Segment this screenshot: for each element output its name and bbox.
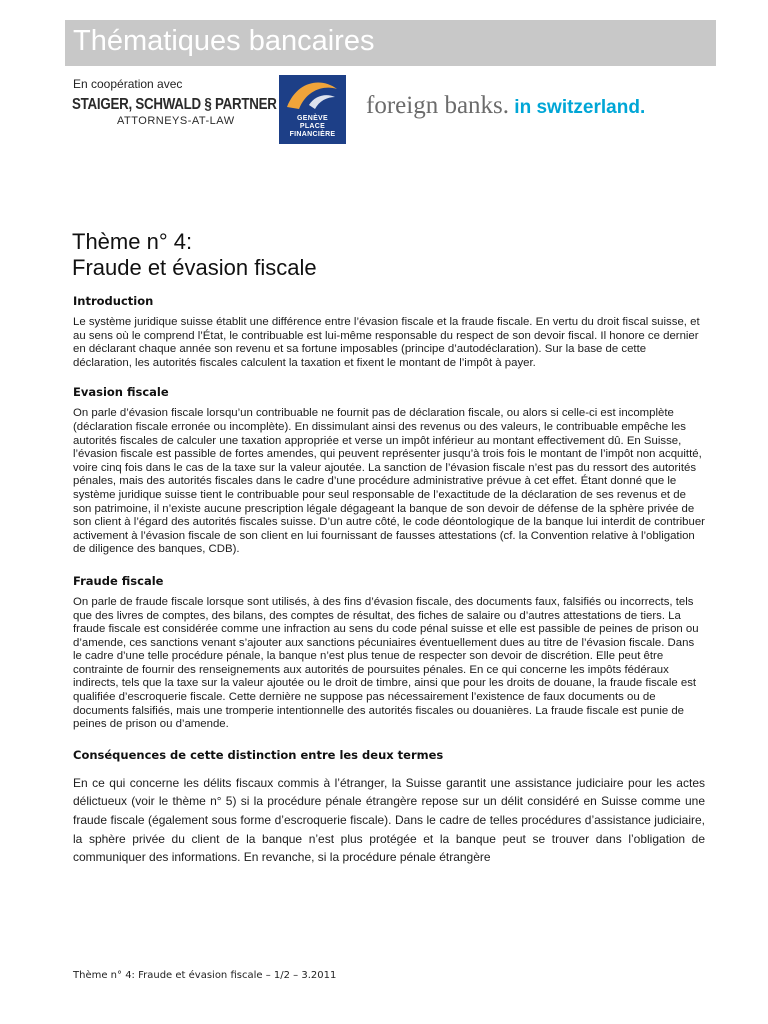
geneve-swirl-icon <box>279 75 346 115</box>
page-footer: Thème n° 4: Fraude et évasion fiscale – 1/2 – 3.2011 <box>73 970 337 981</box>
cooperation-label: En coopération avec <box>73 77 183 91</box>
document-body <box>73 294 705 867</box>
header-bar <box>65 20 716 66</box>
theme-subject: Fraude et évasion fiscale <box>72 255 317 280</box>
section-text-introduction: Le système juridique suisse établit une différence entre l’évasion fiscale et la fraude fiscale. En vertu du droit fiscal suisse, et au sens où le comprend l’État, le contribuable est lui-même responsable du respect de son devoir fiscal. Il honore ce dernier en déclarant chaque année son revenu et sa fortune imposables (principe d’autodéclaration). Sur la base de cette déclaration, les autorités fiscales calculent la taxation et fixent le montant de l’impôt à payer. <box>73 316 700 369</box>
section-heading-introduction: Introduction <box>73 294 154 308</box>
section-text-evasion: On parle d’évasion fiscale lorsqu’un contribuable ne fournit pas de déclaration fiscale, ou alors si celle-ci est incomplète (déclaration fiscale erronée ou incomplète). En dissimulant ainsi des revenus ou des valeurs, le contribuable empêche les autorités fiscales de calculer une taxation appropriée et verse un impôt inférieur au montant effectivement dû. En Suisse, l’évasion fiscale est passible de fortes amendes, qui peuvent représenter jusqu’à trois fois le montant de l’impôt non acquitté, voire cinq fois dans le cas de la taxe sur la valeur ajoutée. La sanction de l’évasion fiscale n’est pas du ressort des autorités pénales, mais des autorités fiscales dans le cadre d’une procédure administrative prévue à cet effet. Étant donné que le système juridique suisse tient le contribuable pour seul responsable de l’exactitude de la déclaration de ses revenus et de son patrimoine, il n’existe aucune prescription légale dégageant la banque de son devoir de défense de la sphère privée de son client à l’égard des autorités fiscales suisse. D’un autre côté, le code déontologique de la banque lui interdit de contribuer activement à l’évasion fiscale de son client en lui fournissant de fausses attestations (cf. la Convention relative à l’obligation de diligence des banques, CDB). <box>73 407 705 556</box>
theme-title <box>72 229 317 281</box>
section-heading-fraude: Fraude fiscale <box>73 573 164 588</box>
staiger-logo-name: STAIGER, SCHWALD § PARTNER <box>72 96 277 113</box>
theme-number: Thème n° 4: <box>72 229 193 254</box>
staiger-schwald-partner-logo <box>72 96 277 127</box>
section-text-fraude: On parle de fraude fiscale lorsque sont utilisés, à des fins d’évasion fiscale, des documents faux, falsifiés ou incorrects, tels que des livres de comptes, des bilans, des comptes de résultat, des fiches de salaire ou d’autres attestations de tiers. La fraude fiscale est considérée comme une infraction au sens du code pénal suisse et elle est passible de peines de prison ou d’amende, ces sanctions venant s’ajouter aux sanctions pécuniaires éventuellement dues au titre de l’évasion fiscale. Dans le cadre d’une telle procédure pénale, la banque n’est plus tenue de respecter son devoir de discrétion. Elle peut être contrainte de fournir des renseignements aux autorités de poursuites pénales. En ce qui concerne les impôts fédéraux indirects, tels que la taxe sur la valeur ajoutée ou le droit de timbre, ainsi que pour les droits de douane, la fraude fiscale est qualifiée d’escroquerie fiscale. Cette dernière ne suppose pas nécessairement l’existence de faux documents ou de documents falsifiés, mais une tromperie intentionnelle des autorités fiscales ou douanières. La fraude fiscale est punie de peines de prison ou d’amende. <box>73 595 699 731</box>
page-header-title: Thématiques bancaires <box>73 25 375 57</box>
section-heading-evasion: Evasion fiscale <box>73 385 169 400</box>
staiger-logo-subtitle: ATTORNEYS-AT-LAW <box>117 115 235 127</box>
geneve-place-financiere-logo <box>279 75 346 144</box>
section-heading-consequences: Conséquences de cette distinction entre les deux termes <box>73 747 444 762</box>
foreign-banks-logo <box>366 92 645 120</box>
section-text-consequences: En ce qui concerne les délits fiscaux commis à l’étranger, la Suisse garantit une assistance judiciaire pour les actes délictueux (voir le thème n° 5) si la procédure pénale étrangère repose sur un délit considéré en Suisse comme une fraude fiscale (également sous forme d’escroquerie fiscale). Dans le cadre de telles procédures d’assistance judiciaire, la sphère privée du client de la banque n’est plus protégée et la banque peut se trouver dans l’obligation de communiquer des informations. En revanche, si la procédure pénale étrangère <box>73 775 705 865</box>
geneve-logo-text: GENÈVE PLACE FINANCIÈRE <box>289 115 336 138</box>
foreign-banks-logo-part2: in switzerland. <box>509 97 646 118</box>
foreign-banks-logo-part1: foreign banks. <box>366 92 510 119</box>
